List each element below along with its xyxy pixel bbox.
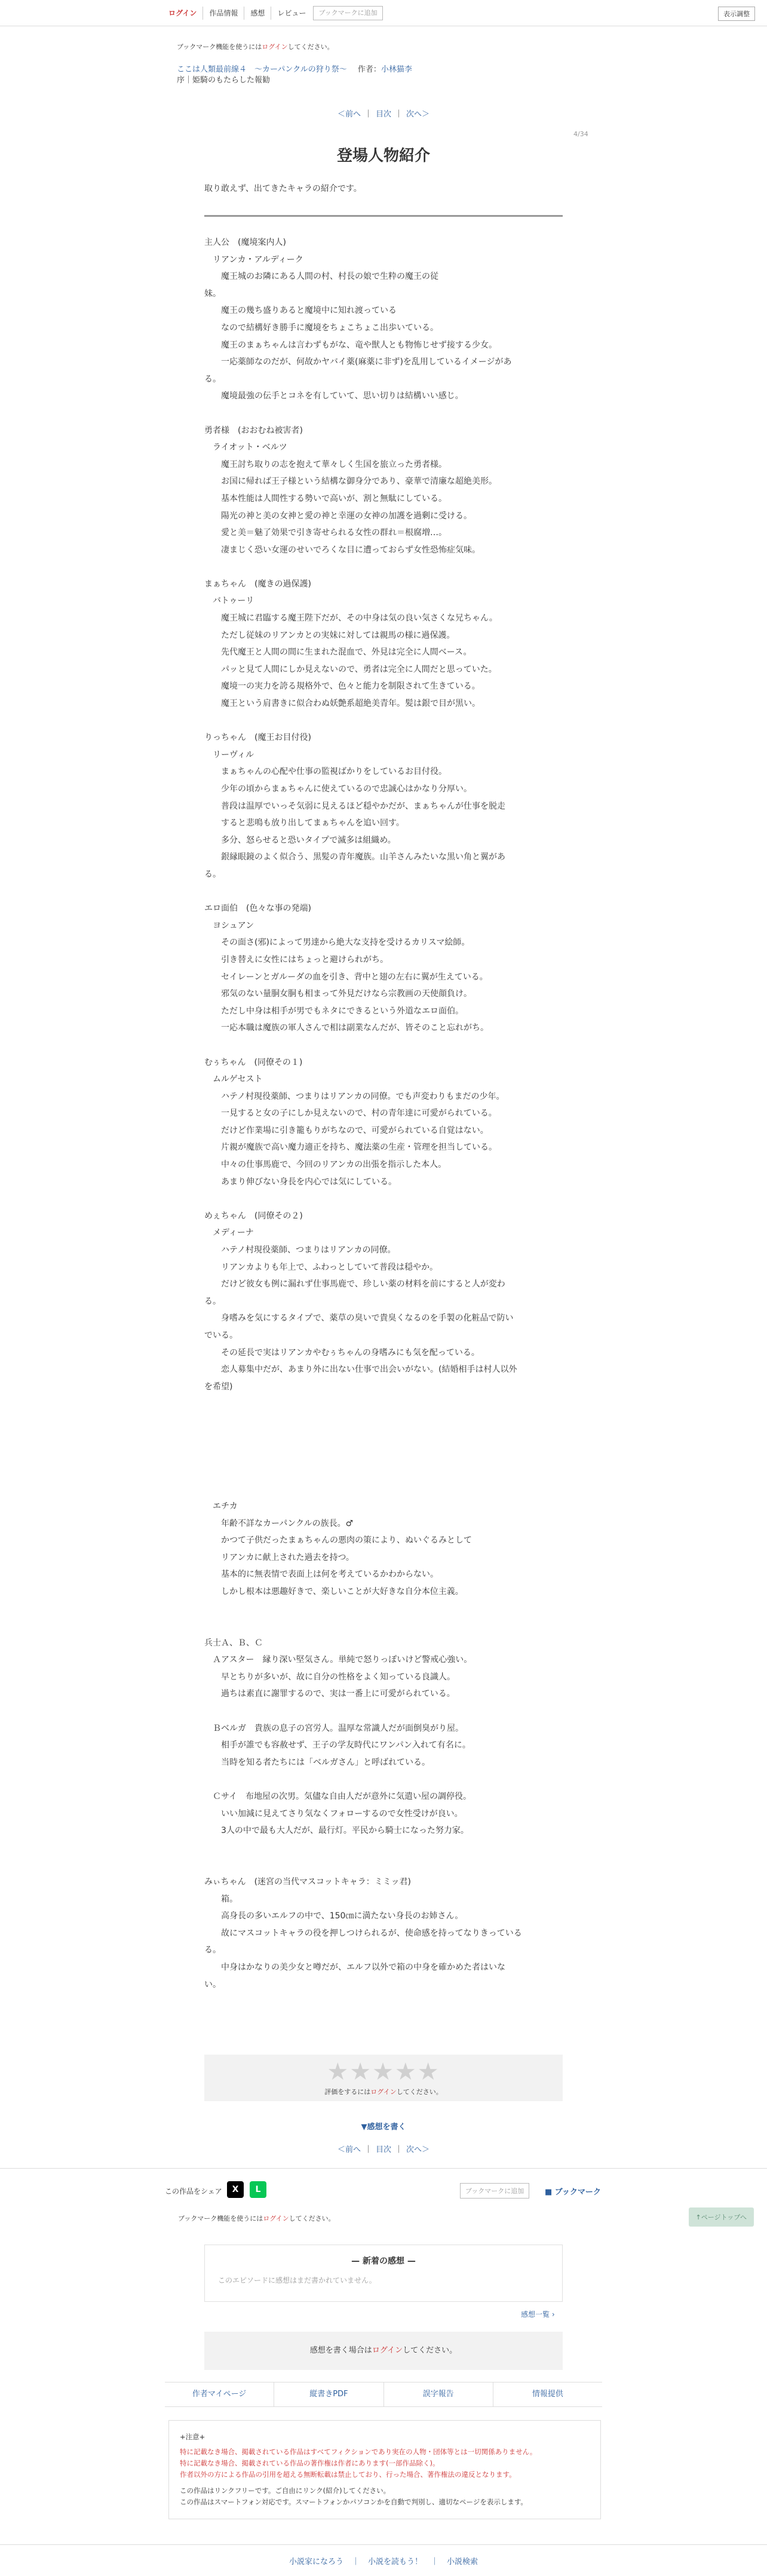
body-line: 魔王城に君臨する魔王陛下だが、その中身は気の良い気さくな兄ちゃん。 <box>204 613 498 624</box>
body-line: しかし根本は悪趣好きで、楽しいことが大好きな自分本位主義。 <box>204 1586 464 1596</box>
bookmark-add-button[interactable]: ブックマークに追加 <box>313 6 382 20</box>
top-bar <box>0 0 767 26</box>
body-line: ハテノ村現役薬師、つまりはリアンカの同僚。 <box>204 1245 396 1255</box>
body-line: 中身はかなりの美少女と噂だが、エルフ以外で箱の中身を確かめた者はいな <box>204 1962 505 1972</box>
body-line: を希望) <box>204 1381 233 1392</box>
body-line: Ａアスター 縁り深い堅気さん。単純で怒りっぽいけど警戒心強い。 <box>204 1655 473 1665</box>
review-login-box: 感想を書く場合はログインしてください。 <box>204 2332 563 2370</box>
rating-box <box>204 2055 563 2101</box>
body-line: リアンカ・アルディーク <box>204 254 303 265</box>
episode-intro: 取り敢えず、出てきたキャラの紹介です。 <box>204 184 362 194</box>
body-line: 早とちりが多いが、故に自分の性格をよく知っている良識人。 <box>204 1672 455 1682</box>
body-line: 愛と美＝魅了効果で引き寄せられる女性の群れ＝根腐増…。 <box>204 528 447 538</box>
body-line <box>204 558 563 576</box>
body-line: ただし従妹のリアンカとの実妹に対しては親馬の様に過保護。 <box>204 630 455 640</box>
body-line: リアンカに献上された過去を持つ。 <box>204 1552 354 1562</box>
body-line: 相手が誰でも容赦せず、王子の学友時代にワンパン入れて有名に。 <box>204 1740 471 1751</box>
review-list-link[interactable]: 感想一覧 › <box>521 2310 555 2319</box>
body-line: なので結構好き勝手に魔境をちょこちょこ出歩いている。 <box>204 323 438 333</box>
pager-bottom: ＜前へ ｜ 目次 ｜ 次へ＞ <box>337 2145 430 2154</box>
body-line: 箱。 <box>204 1894 238 1904</box>
body-line: 故にマスコットキャラの役を押しつけられるが、使命感を持ってなりきっている <box>204 1928 522 1938</box>
body-line: 少年の頃からまぁちゃんに使えているので忠誠心はかなり分厚い。 <box>204 784 472 794</box>
body-line: かつて子供だったまぁちゃんの悪肉の策により、ぬいぐるみとして <box>204 1536 472 1546</box>
body-line <box>204 1481 563 1498</box>
latest-reviews-box <box>204 2245 563 2302</box>
body-line: りっちゃん (魔王お目付役) <box>204 733 311 743</box>
x-share-icon[interactable]: X <box>227 2181 244 2198</box>
body-line: 魔王討ち取りの志を抱えて華々しく生国を旅立った勇者様。 <box>204 459 447 469</box>
share-label: この作品をシェア <box>165 2187 222 2196</box>
body-line: セイレーンとガルーダの血を引き、背中と翅の左右に翼が生えている。 <box>204 972 488 982</box>
share-divider <box>0 2168 767 2169</box>
nav-recommend-link[interactable]: レビュー <box>277 9 306 17</box>
body-line: リアンカよりも年上で、ふわっとしていて普段は穏やか。 <box>204 1262 438 1272</box>
info-provide-link[interactable]: 情報提供 <box>532 2390 563 2399</box>
body-line: 過ちは素直に謝罪するので、実は一番上に可愛がられている。 <box>204 1689 455 1699</box>
toc-link-bottom[interactable]: 目次 <box>375 2145 391 2154</box>
narou-link[interactable]: 小説家になろう <box>289 2557 343 2566</box>
body-line <box>204 1037 563 1054</box>
caution-box <box>168 2420 601 2519</box>
bottom-links: 小説家になろう ｜ 小説を読もう！ ｜ 小説検索 <box>289 2557 478 2566</box>
page-number: 4/34 <box>573 130 588 138</box>
vertical-pdf-link[interactable]: 縦書きPDF <box>274 2382 384 2406</box>
typo-report-link[interactable]: 誤字報告 <box>384 2382 493 2406</box>
body-line: ムルゲセスト <box>204 1074 263 1085</box>
prev-link[interactable]: ＜前へ <box>337 110 361 119</box>
body-line: 身嗜みを気にするタイプで、薬草の臭いで貴臭くなるのを手製の化粧品で防い <box>204 1313 514 1324</box>
bookmark-notice-bottom: ブックマーク機能を使うにはログインしてください。 <box>178 2215 335 2222</box>
body-line <box>204 1840 563 1857</box>
body-line: 基本的に無表情で表面上は何を考えているかわからない。 <box>204 1570 438 1580</box>
pager-top: ＜前へ ｜ 目次 ｜ 次へ＞ <box>337 110 430 119</box>
footer-links <box>165 2382 602 2407</box>
body-line: 引き替えに女性にはちょっと避けられがち。 <box>204 954 388 965</box>
latest-reviews-title: — 新着の感想 — <box>351 2256 416 2266</box>
body-line: 中々の仕事馬鹿で、今回のリアンカの出張を指示した本人。 <box>204 1160 447 1170</box>
body-line: 3人の中で最も大人だが、最行灯。平民から騎士になった努力家。 <box>204 1826 469 1836</box>
series-title-link[interactable]: ここは人類最前線４ ～カーパンクルの狩り祭～ <box>177 65 347 74</box>
body-line: る。 <box>204 1945 221 1955</box>
body-line: ヨシュアン <box>204 920 254 931</box>
body-line: 魔王城のお隣にある人間の村、村長の娘で生粋の魔王の従 <box>204 272 438 282</box>
body-line: る。 <box>204 869 221 879</box>
body-line <box>204 1703 563 1720</box>
body-line <box>204 405 563 422</box>
body-line: 普段は温厚でいっそ気弱に見えるほど穏やかだが、まぁちゃんが仕事を脱走 <box>204 801 505 811</box>
body-line: 一応薬師なのだが、何故かヤバイ薬(麻薬に非ず)を乱用しているイメージがあ <box>204 357 512 367</box>
caution-line-1: 特に記載なき場合、掲載されている作品はすべてフィクションであり実在の人物・団体等とは一切関係ありません。 <box>180 2448 537 2456</box>
body-line: まぁちゃん (魔きの過保護) <box>204 579 311 589</box>
body-line: Ｂベルガ 貴族の息子の宮労人。温厚な常識人だが面倒臭がり屋。 <box>204 1723 464 1733</box>
body-line: 高身長の多いエルフの中で、150㎝に満たない身長のお姉さん。 <box>204 1911 464 1921</box>
write-review-toggle[interactable]: ▼感想を書く <box>361 2123 406 2132</box>
body-line: 魔王という肩書きに似合わぬ妖艶系超絶美青年。髪は銀で目が黒い。 <box>204 699 480 709</box>
body-line: 陽光の神と美の女神と愛の神と幸運の女神の加護を過剰に受ける。 <box>204 511 472 521</box>
bookmark-button[interactable]: ■ ブックマーク <box>545 2188 601 2197</box>
nav-login-link[interactable]: ログイン <box>165 7 203 20</box>
body-line <box>204 1601 563 1618</box>
caution-line-5: この作品はスマートフォン対応です。スマートフォンかパソコンかを自動で判別し、適切なページを表示します。 <box>180 2498 527 2506</box>
body-line: いい加減に見えてさり気なくフォローするので女性受けが良い。 <box>204 1809 463 1819</box>
body-line: 兵士Ａ、Ｂ、Ｃ <box>204 1638 263 1648</box>
body-line: ただし中身は相手が男でもネタにできるという外道なエロ面伯。 <box>204 1006 464 1016</box>
rating-login-text: 評価をするにはログインしてください。 <box>324 2088 443 2096</box>
page-top-button[interactable]: ↑ページトップへ <box>689 2207 754 2227</box>
body-line: 当時を知る者たちには「ベルガさん」と呼ばれている。 <box>204 1757 430 1767</box>
caution-title: +注意+ <box>180 2433 205 2441</box>
body-line: る。 <box>204 374 221 384</box>
author-label: 作者： <box>357 65 381 74</box>
caution-line-2: 特に記載なき場合、掲載されている作品の著作権は作者にあります(一部作品除く)。 <box>180 2459 440 2467</box>
rating-login-link[interactable]: ログイン <box>370 2088 397 2096</box>
body-line <box>204 713 563 730</box>
nav-work-info-link[interactable]: 作品情報 <box>203 7 244 20</box>
body-line: る。 <box>204 1296 221 1306</box>
top-nav <box>165 6 383 20</box>
author-mypage-link[interactable]: 作者マイページ <box>165 2382 274 2406</box>
episode-body <box>204 234 563 1993</box>
body-line: い。 <box>204 1979 221 1989</box>
caution-line-3: 作者以外の方による作品の引用を超える無断転載は禁止しており、行った場合、著作権法の違反となります。 <box>180 2470 516 2479</box>
bookmark-add-button-bottom[interactable]: ブックマークに追加 <box>460 2183 529 2199</box>
body-line <box>204 1395 563 1413</box>
latest-reviews-empty: このエピソードに感想はまだ書かれていません。 <box>218 2276 376 2285</box>
work-info <box>177 65 564 86</box>
body-line: 妹。 <box>204 288 221 299</box>
body-line: 一見すると女の子にしか見えないので、村の青年達に可愛がられている。 <box>204 1109 497 1119</box>
body-line: パッと見て人間にしか見えないので、勇者は完全に人間だと思っていた。 <box>204 664 497 674</box>
author-link[interactable]: 小林猫李 <box>381 65 412 74</box>
body-line: ハテノ村現役薬師、つまりはリアンカの同僚。でも声変わりもまだの少年。 <box>204 1091 505 1101</box>
body-line <box>204 883 563 901</box>
next-link[interactable]: 次へ＞ <box>406 110 430 119</box>
body-line: 主人公 (魔境案内人) <box>204 238 286 247</box>
caution-line-4: この作品はリンクフリーです。ご自由にリンク(紹介)してください。 <box>180 2486 391 2495</box>
body-line <box>204 1413 563 1430</box>
login-link-bottom[interactable]: ログイン <box>263 2215 289 2222</box>
body-line: 魔王のまぁちゃんは言わずもがな、竜や獣人とも物怖じせず接する少女。 <box>204 340 497 350</box>
body-line: 魔王の幾ち盛りあると魔境中に知れ渡っている <box>204 306 397 316</box>
review-login-link[interactable]: ログイン <box>372 2346 403 2355</box>
next-link-bottom[interactable]: 次へ＞ <box>406 2145 430 2154</box>
prev-link-bottom[interactable]: ＜前へ <box>337 2145 361 2154</box>
body-line <box>204 1771 563 1788</box>
body-line: だけど作業場に引き籠もりがちなので、可愛がられている自覚はない。 <box>204 1125 489 1135</box>
body-line: 勇者様 (おおむね被害者) <box>204 425 303 435</box>
body-line <box>204 1447 563 1464</box>
body-line: 邪気のない量胴女胴も相まって外見だけなら宗教画の天使顔負け。 <box>204 989 472 999</box>
body-line: お国に帰れば王子様という結構な御身分であり、豪華で清廉な超絶美形。 <box>204 477 497 487</box>
body-line: めぇちゃん (同僚その２) <box>204 1211 303 1221</box>
body-line: 恋人募集中だが、あまり外に出ない仕事で出会いがない。(結婚相手は村人以外 <box>204 1365 517 1375</box>
body-line: メディーナ <box>204 1228 254 1238</box>
body-line <box>204 1190 563 1208</box>
body-line: 多分、怒らせると恐いタイプで滅多は組織め。 <box>204 835 396 845</box>
rating-stars[interactable]: ★★★★★ <box>327 2058 440 2086</box>
episode-title: 登場人物紹介 <box>336 147 430 165</box>
body-line: その面さ(邪)によって男達から絶大な支持を受けるカリスマ絵師。 <box>204 938 470 948</box>
line-share-icon[interactable]: L <box>250 2181 266 2198</box>
search-link[interactable]: 小説検索 <box>447 2557 478 2566</box>
chapter-label: 序｜姫騎のもたらした報勧 <box>177 76 271 85</box>
display-settings-button[interactable]: 表示調整 <box>718 7 755 21</box>
body-line: でいる。 <box>204 1331 238 1340</box>
body-line: 基本性能は人間性する勢いで高いが、割と無駄にしている。 <box>204 493 447 503</box>
body-line: その延長で実はリアンカやむぅちゃんの身嗜みにも気を配っている。 <box>204 1347 480 1358</box>
body-line: 魔境最強の伝手とコネを有していて、思い切りは結構いい感じ。 <box>204 391 464 401</box>
nav-reviews-link[interactable]: 感想 <box>244 7 271 20</box>
toc-link[interactable]: 目次 <box>375 110 391 119</box>
bookmark-notice-top: ブックマーク機能を使うにはログインしてください。 <box>177 43 334 51</box>
body-line: 年齢不詳なカーパンクルの族長。♂ <box>204 1518 354 1528</box>
body-line: 一応本職は魔族の軍人さんで相は副業なんだが、皆そのこと忘れがち。 <box>204 1023 489 1033</box>
body-line: リーヴィル <box>204 750 254 760</box>
body-line <box>204 1617 563 1635</box>
body-line <box>204 1464 563 1481</box>
body-line: むぅちゃん (同僚その１) <box>204 1057 303 1067</box>
login-link[interactable]: ログイン <box>262 43 288 51</box>
body-line: まぁちゃんの心配や仕事の監視ばかりをしているお目付役。 <box>204 767 447 777</box>
body-line: エチカ <box>204 1501 238 1511</box>
body-line: バトゥーリ <box>204 596 254 606</box>
body-line: 片親が魔族で高い魔力適正を持ち、魔法薬の生産・管理を担当している。 <box>204 1143 497 1153</box>
footer-divider <box>0 2544 767 2545</box>
body-line: あまり伸びない身長を内心では気にしている。 <box>204 1177 397 1187</box>
body-line: 魔境一の実力を誇る規格外で、色々と能力を制限されて生きている。 <box>204 681 480 692</box>
body-line <box>204 1430 563 1447</box>
body-line: Ｃサイ 布地屋の次男。気儘な自由人だが意外に気遣い屋の調停役。 <box>204 1792 472 1802</box>
body-line <box>204 1856 563 1874</box>
body-line: だけど彼女も例に漏れず仕事馬鹿で、珍しい薬の材料を前にすると人が変わ <box>204 1279 505 1289</box>
body-line: エロ面伯 (色々な事の発端) <box>204 904 311 914</box>
body-line: 先代魔王と人間の間に生まれた混血で、外見は完全に人間ベース。 <box>204 647 472 658</box>
body-line: みぃちゃん (迷宮の当代マスコットキャラ：ミミッ君) <box>204 1877 411 1887</box>
divider <box>204 215 563 217</box>
body-line: ライオット・ベルツ <box>204 443 287 453</box>
body-line: 凄まじく恐い女運のせいでろくな目に遭っておらず女性恐怖症気味。 <box>204 545 480 555</box>
body-line: 銀縁眼鏡のよく似合う、黒髪の青年魔族。山羊さんみたいな黒い角と翼があ <box>204 852 505 862</box>
body-line: すると悲鳴も放り出してまぁちゃんを追い回す。 <box>204 818 404 828</box>
yomou-link[interactable]: 小説を読もう！ <box>367 2557 422 2566</box>
